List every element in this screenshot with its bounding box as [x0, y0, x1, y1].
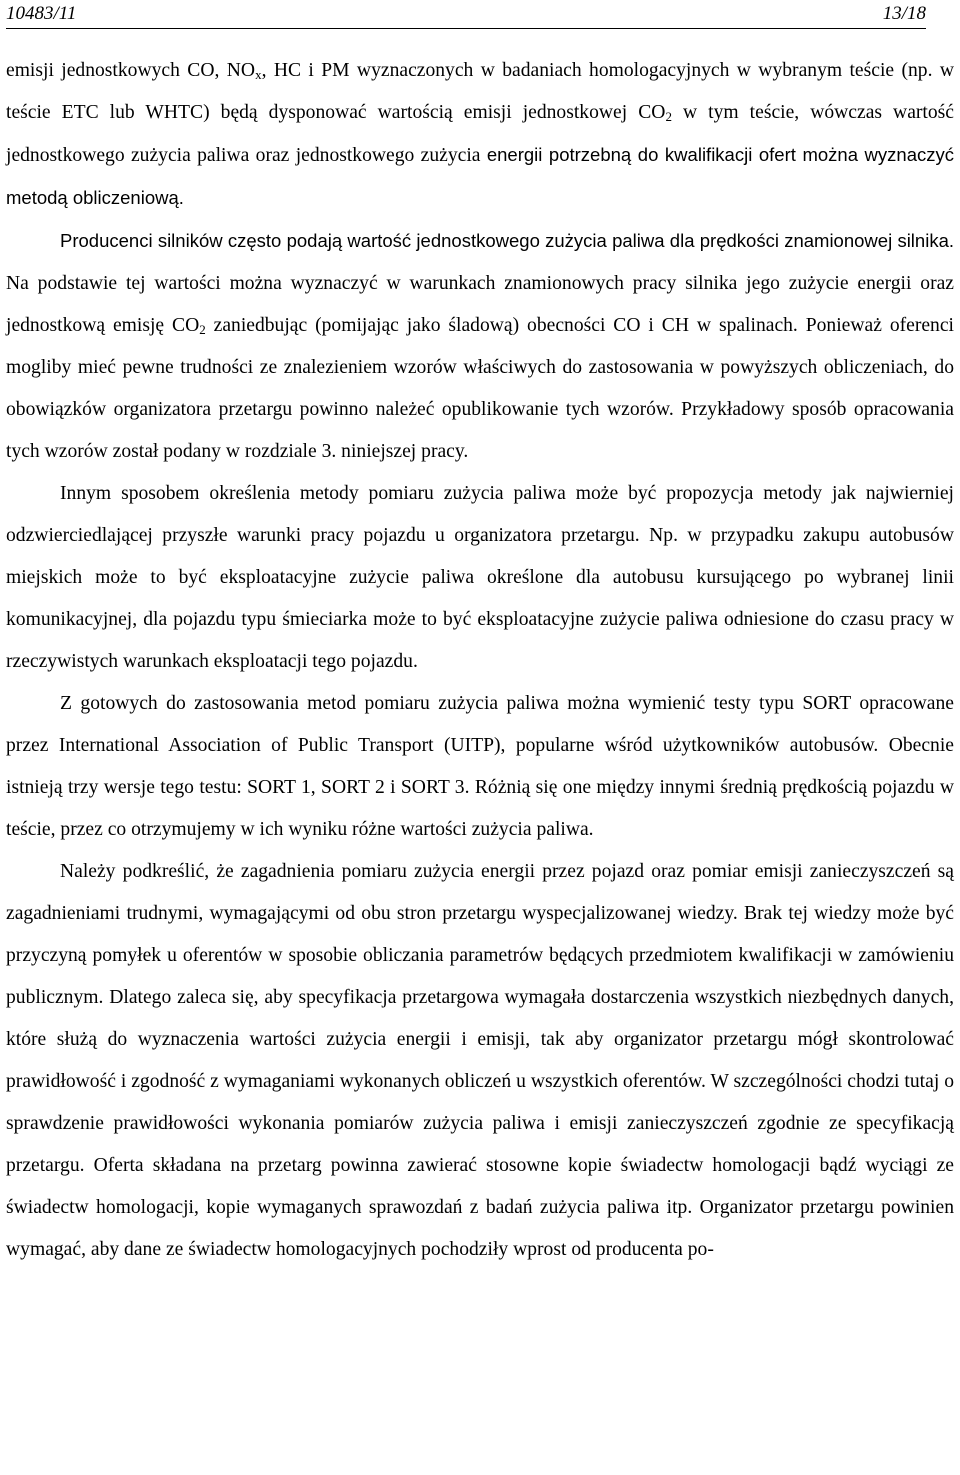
- paragraph-1-text-sans: energii potrzebną do kwalifikacji ofert można wyznaczyć metodą obliczeniową.: [6, 144, 954, 208]
- paragraph-3: Innym sposobem określenia metody pomiaru zużycia paliwa może być propozycja metody jak najwierniej odzwierciedlającej przyszłe warunki pracy pojazdu u organizatora przetargu. Np. w przypadku zakupu autobusów miejskich może to być eksploatacyjne zużycie paliwa określone dla autobusu kursującego po wybranej linii komunikacyjnej, dla pojazdu typu śmieciarka może to być eksploatacyjne zużycie paliwa odniesione do czasu pracy w rzeczywistych warunkach eksploatacji tego pojazdu.: [6, 483, 954, 672]
- document-id: 10483/11: [6, 3, 77, 24]
- paragraph-2-text-a: Na podstawie tej wartości można wyznaczyć w warunkach znamionowych pracy silnika jego zużycie energii oraz jednostkową emisję CO: [6, 273, 954, 336]
- paragraph-4: Z gotowych do zastosowania metod pomiaru zużycia paliwa można wymienić testy typu SORT opracowane przez International Association of Public Transport (UITP), popularne wśród użytkowników autobusów. Obecnie istnieją trzy wersje tego testu: SORT 1, SORT 2 i SORT 3. Różnią się one między innymi średnią prędkością pojazdu w teście, przez co otrzymujemy w ich wyniku różne wartości zużycia paliwa.: [6, 693, 954, 840]
- paragraph-1-text-b: , HC i PM wyznaczonych w badaniach homologacyjnych w wybranym teście (np. w teście ETC lub WHTC) będą dysponować wartością emisji jednostkowej CO: [6, 60, 954, 123]
- paragraph-1-text-a: emisji jednostkowych CO, NO: [6, 60, 256, 81]
- paragraph-1-text-c: w tym teście, wówczas wartość jednostkowego zużycia paliwa oraz jednostkowego zużycia: [6, 102, 954, 166]
- subscript-2: 2: [199, 322, 206, 337]
- paragraph-2: [6, 220, 954, 473]
- page-number: 13/18: [882, 3, 926, 24]
- subscript-x: x: [255, 67, 262, 82]
- paragraph-2-text-sans: Producenci silników często podają wartość jednostkowego zużycia paliwa dla prędkości znamionowej silnika.: [60, 230, 954, 251]
- paragraph-5: Należy podkreślić, że zagadnienia pomiaru zużycia energii przez pojazd oraz pomiar emisji zanieczyszczeń są zagadnieniami trudnymi, wymagającymi od obu stron przetargu wyspecjalizowanej wiedzy. Brak tej wiedzy może być przyczyną pomyłek u oferentów w sposobie obliczania parametrów będących przedmiotem kwalifikacji w zamówieniu publicznym. Dlatego zaleca się, aby specyfikacja przetargowa wymagała dostarczenia wszystkich niezbędnych danych, które służą do wyznaczenia wartości zużycia energii i emisji, tak aby organizator przetargu mógł skontrolować prawidłowość i zgodność z wymaganiami wykonanych obliczeń u wszystkich oferentów. W szczególności chodzi tutaj o sprawdzenie prawidłowości wykonania pomiarów zużycia paliwa i emisji zanieczyszczeń zgodnie ze specyfikacją przetargu. Oferta składana na przetarg powinna zawierać stosowne kopie świadectw homologacji bądź wyciągi ze świadectw homologacji, kopie wymaganych sprawozdań z badań zużycia paliwa itp. Organizator przetargu powinien wymagać, aby dane ze świadectw homologacyjnych pochodziły wprost od producenta po-: [6, 861, 954, 1260]
- document-body: [6, 50, 954, 1271]
- paragraph-1: [6, 50, 954, 220]
- page-header: [6, 0, 926, 29]
- subscript-2: 2: [665, 109, 672, 124]
- paragraph-2-text-b: zaniedbując (pomijając jako śladową) obecności CO i CH w spalinach. Ponieważ oferenci mogliby mieć pewne trudności ze znalezieniem wzorów właściwych do zastosowania w powyższych obliczeniach, do obowiązków organizatora przetargu powinno należeć opublikowanie tych wzorów. Przykładowy sposób opracowania tych wzorów został podany w rozdziale 3. niniejszej pracy.: [6, 315, 954, 462]
